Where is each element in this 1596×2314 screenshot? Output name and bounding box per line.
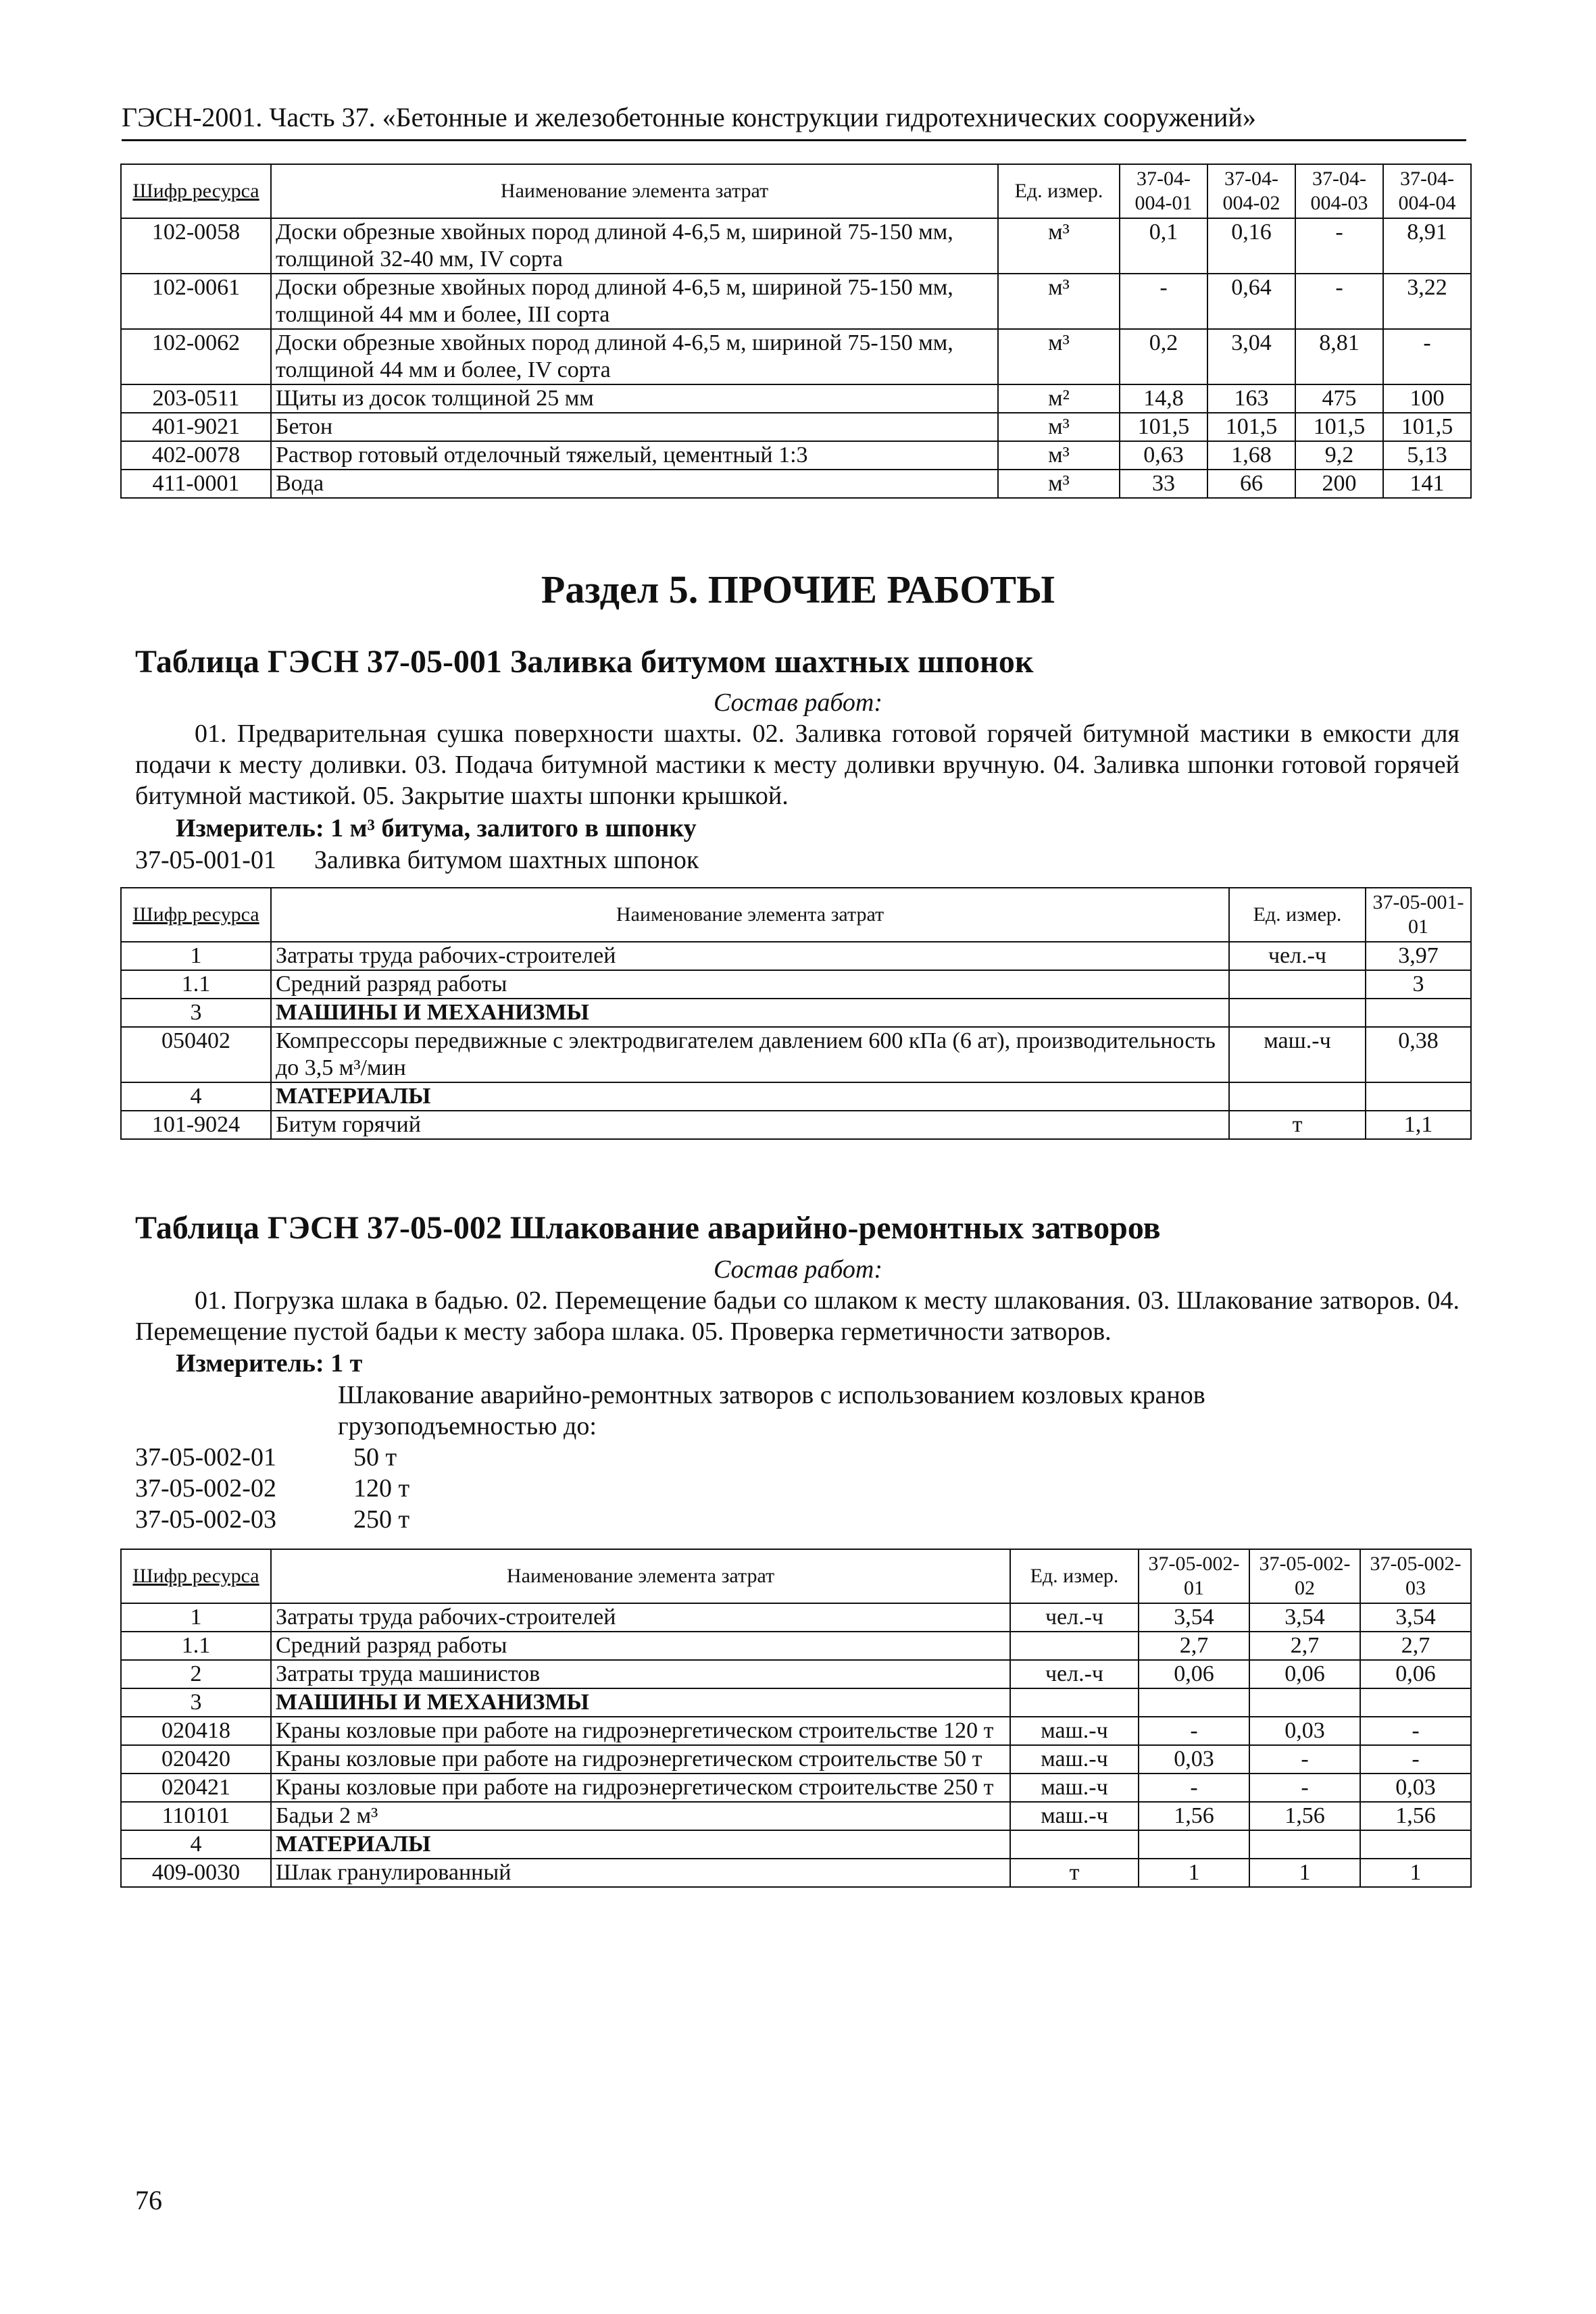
cell-value: - bbox=[1383, 329, 1471, 384]
cell-unit: чел.-ч bbox=[1010, 1603, 1139, 1632]
cell-name: Краны козловые при работе на гидроэнергетическом строительстве 120 т bbox=[271, 1717, 1010, 1745]
header-unit: Ед. измер. bbox=[998, 164, 1120, 218]
cell-name: Затраты труда машинистов bbox=[271, 1660, 1010, 1688]
header-code: Шифр ресурса bbox=[121, 164, 271, 218]
cell-unit: м³ bbox=[998, 218, 1120, 274]
cell-value: 2,7 bbox=[1249, 1632, 1360, 1660]
cell-name: Шлак гранулированный bbox=[271, 1859, 1010, 1887]
cell-code: 3 bbox=[121, 1688, 271, 1717]
table-row bbox=[121, 942, 1471, 970]
cell-value: 0,1 bbox=[1120, 218, 1207, 274]
table2 bbox=[120, 1549, 1472, 1888]
cell-value: - bbox=[1360, 1745, 1471, 1774]
cell-code: 4 bbox=[121, 1082, 271, 1111]
cell-code: 1 bbox=[121, 942, 271, 970]
cell-name: Битум горячий bbox=[271, 1111, 1229, 1139]
table-row bbox=[121, 1830, 1471, 1859]
cell-unit bbox=[1010, 1830, 1139, 1859]
cell-unit: маш.-ч bbox=[1010, 1802, 1139, 1830]
cell-code: 020421 bbox=[121, 1774, 271, 1802]
header-unit: Ед. измер. bbox=[1229, 888, 1366, 942]
cell-unit: м² bbox=[998, 384, 1120, 413]
cell-value: 0,03 bbox=[1249, 1717, 1360, 1745]
cell-value: 1,1 bbox=[1366, 1111, 1471, 1139]
table-row bbox=[121, 413, 1471, 441]
cell-name: Краны козловые при работе на гидроэнергетическом строительстве 50 т bbox=[271, 1745, 1010, 1774]
table-row bbox=[121, 218, 1471, 274]
cell-value: 1,68 bbox=[1207, 441, 1295, 470]
cell-unit: маш.-ч bbox=[1010, 1717, 1139, 1745]
table1-meter: Измеритель: 1 м³ битума, залитого в шпонку bbox=[176, 814, 697, 842]
cell-value: 0,03 bbox=[1360, 1774, 1471, 1802]
table-row bbox=[121, 1688, 1471, 1717]
norm-row: 37-05-002-02 120 т bbox=[135, 1474, 410, 1503]
cell-unit: т bbox=[1010, 1859, 1139, 1887]
cell-value: - bbox=[1139, 1774, 1249, 1802]
cell-value: 3,04 bbox=[1207, 329, 1295, 384]
header-col: 37-05-002-02 bbox=[1249, 1549, 1360, 1603]
table-top-continuation bbox=[120, 164, 1472, 499]
cell-name: Средний разряд работы bbox=[271, 970, 1229, 999]
table2-intro-line2: грузоподъемностью до: bbox=[338, 1412, 597, 1440]
cell-code: 102-0058 bbox=[121, 218, 271, 274]
cell-code: 409-0030 bbox=[121, 1859, 271, 1887]
header-col: 37-05-002-01 bbox=[1139, 1549, 1249, 1603]
header-name: Наименование элемента затрат bbox=[271, 1549, 1010, 1603]
cell-value: 2,7 bbox=[1139, 1632, 1249, 1660]
cell-value: 1,56 bbox=[1139, 1802, 1249, 1830]
table-row bbox=[121, 1603, 1471, 1632]
cell-value: 141 bbox=[1383, 470, 1471, 498]
cell-value: - bbox=[1120, 274, 1207, 329]
cell-name: МАШИНЫ И МЕХАНИЗМЫ bbox=[271, 1688, 1010, 1717]
cell-value: 0,06 bbox=[1360, 1660, 1471, 1688]
cell-value: 9,2 bbox=[1295, 441, 1383, 470]
cell-name: Раствор готовый отделочный тяжелый, цементный 1:3 bbox=[271, 441, 998, 470]
cell-value bbox=[1139, 1688, 1249, 1717]
cell-value: 1,56 bbox=[1249, 1802, 1360, 1830]
cell-value: 3,54 bbox=[1360, 1603, 1471, 1632]
cell-code: 020420 bbox=[121, 1745, 271, 1774]
table-row bbox=[121, 1632, 1471, 1660]
table1-norm-row bbox=[135, 845, 699, 876]
cell-value: 1,56 bbox=[1360, 1802, 1471, 1830]
cell-value: 3,54 bbox=[1139, 1603, 1249, 1632]
cell-code: 020418 bbox=[121, 1717, 271, 1745]
cell-value bbox=[1249, 1688, 1360, 1717]
header-col: 37-05-001-01 bbox=[1366, 888, 1471, 942]
cell-value bbox=[1249, 1830, 1360, 1859]
table1-title: Таблица ГЭСН 37-05-001 Заливка битумом шахтных шпонок bbox=[135, 644, 1034, 680]
cell-value: 0,16 bbox=[1207, 218, 1295, 274]
cell-name: Средний разряд работы bbox=[271, 1632, 1010, 1660]
cell-code: 411-0001 bbox=[121, 470, 271, 498]
cell-name: Щиты из досок толщиной 25 мм bbox=[271, 384, 998, 413]
table-row bbox=[121, 1802, 1471, 1830]
cell-value: - bbox=[1295, 218, 1383, 274]
cell-name: Затраты труда рабочих-строителей bbox=[271, 1603, 1010, 1632]
table-row bbox=[121, 470, 1471, 498]
table-row bbox=[121, 384, 1471, 413]
cell-unit: м³ bbox=[998, 470, 1120, 498]
cell-value bbox=[1139, 1830, 1249, 1859]
cell-name: Компрессоры передвижные с электродвигателем давлением 600 кПа (6 ат), производительность до 3,5 м³/мин bbox=[271, 1027, 1229, 1082]
cell-unit: м³ bbox=[998, 274, 1120, 329]
cell-unit: м³ bbox=[998, 441, 1120, 470]
table-row bbox=[121, 329, 1471, 384]
cell-value: 33 bbox=[1120, 470, 1207, 498]
cell-value bbox=[1366, 1082, 1471, 1111]
norm-row: 37-05-002-03 250 т bbox=[135, 1505, 410, 1534]
table2-intro-line1: Шлакование аварийно-ремонтных затворов с использованием козловых кранов bbox=[338, 1381, 1205, 1409]
cell-code: 102-0062 bbox=[121, 329, 271, 384]
norm-row: 37-05-002-01 50 т bbox=[135, 1443, 397, 1472]
cell-value: 1 bbox=[1139, 1859, 1249, 1887]
header-code: Шифр ресурса bbox=[121, 1549, 271, 1603]
header-unit: Ед. измер. bbox=[1010, 1549, 1139, 1603]
header-col: 37-05-002-03 bbox=[1360, 1549, 1471, 1603]
table-row bbox=[121, 1111, 1471, 1139]
cell-code: 2 bbox=[121, 1660, 271, 1688]
table-row bbox=[121, 1745, 1471, 1774]
cell-code: 102-0061 bbox=[121, 274, 271, 329]
table2-meter: Измеритель: 1 т bbox=[176, 1349, 363, 1378]
cell-code: 203-0511 bbox=[121, 384, 271, 413]
cell-value: 0,63 bbox=[1120, 441, 1207, 470]
cell-value: 101,5 bbox=[1295, 413, 1383, 441]
cell-value: 0,2 bbox=[1120, 329, 1207, 384]
table-row bbox=[121, 1859, 1471, 1887]
cell-code: 4 bbox=[121, 1830, 271, 1859]
cell-value: 0,64 bbox=[1207, 274, 1295, 329]
cell-unit bbox=[1229, 970, 1366, 999]
table-row bbox=[121, 999, 1471, 1027]
header-name: Наименование элемента затрат bbox=[271, 888, 1229, 942]
cell-code: 402-0078 bbox=[121, 441, 271, 470]
cell-code: 3 bbox=[121, 999, 271, 1027]
cell-name: МАШИНЫ И МЕХАНИЗМЫ bbox=[271, 999, 1229, 1027]
table1 bbox=[120, 887, 1472, 1140]
cell-value: 101,5 bbox=[1207, 413, 1295, 441]
cell-value: 100 bbox=[1383, 384, 1471, 413]
cell-unit bbox=[1010, 1688, 1139, 1717]
cell-value: - bbox=[1249, 1774, 1360, 1802]
table1-composition-text: 01. Предварительная сушка поверхности шахты. 02. Заливка готовой горячей битумной мастики в емкости для подачи к месту доливки. 03. Подача битумной мастики к месту доливки вручную. 04. Заливка шпонки готовой горячей битумной мастикой. 05. Закрытие шахты шпонки крышкой. bbox=[135, 720, 1460, 810]
cell-code: 1.1 bbox=[121, 1632, 271, 1660]
cell-code: 1 bbox=[121, 1603, 271, 1632]
cell-value: 3 bbox=[1366, 970, 1471, 999]
cell-value: 14,8 bbox=[1120, 384, 1207, 413]
norm-name: Заливка битумом шахтных шпонок bbox=[314, 846, 699, 874]
cell-value: 0,06 bbox=[1249, 1660, 1360, 1688]
cell-value: 1 bbox=[1360, 1859, 1471, 1887]
cell-value: 3,54 bbox=[1249, 1603, 1360, 1632]
cell-unit bbox=[1010, 1632, 1139, 1660]
cell-value: 101,5 bbox=[1383, 413, 1471, 441]
cell-value: 8,91 bbox=[1383, 218, 1471, 274]
cell-unit: м³ bbox=[998, 413, 1120, 441]
running-header: ГЭСН-2001. Часть 37. «Бетонные и железобетонные конструкции гидротехнических сооружений» bbox=[122, 102, 1256, 132]
cell-unit: чел.-ч bbox=[1010, 1660, 1139, 1688]
cell-unit: чел.-ч bbox=[1229, 942, 1366, 970]
cell-value: 200 bbox=[1295, 470, 1383, 498]
cell-name: Вода bbox=[271, 470, 998, 498]
table2-title: Таблица ГЭСН 37-05-002 Шлакование аварийно-ремонтных затворов bbox=[135, 1210, 1161, 1246]
cell-value: - bbox=[1249, 1745, 1360, 1774]
cell-name: Затраты труда рабочих-строителей bbox=[271, 942, 1229, 970]
cell-unit: маш.-ч bbox=[1010, 1745, 1139, 1774]
cell-value: 163 bbox=[1207, 384, 1295, 413]
cell-name: Доски обрезные хвойных пород длиной 4-6,5 м, шириной 75-150 мм, толщиной 32-40 мм, IV сорта bbox=[271, 218, 998, 274]
cell-value: 0,38 bbox=[1366, 1027, 1471, 1082]
section-title: Раздел 5. ПРОЧИЕ РАБОТЫ bbox=[541, 568, 1055, 611]
cell-unit bbox=[1229, 999, 1366, 1027]
cell-value: 8,81 bbox=[1295, 329, 1383, 384]
table-row bbox=[121, 1082, 1471, 1111]
table2-composition-label: Состав работ: bbox=[713, 1255, 883, 1284]
cell-value: - bbox=[1295, 274, 1383, 329]
table-row bbox=[121, 441, 1471, 470]
cell-code: 1.1 bbox=[121, 970, 271, 999]
cell-value: 1 bbox=[1249, 1859, 1360, 1887]
table-row bbox=[121, 274, 1471, 329]
cell-value: 3,97 bbox=[1366, 942, 1471, 970]
header-code: Шифр ресурса bbox=[121, 888, 271, 942]
table-row bbox=[121, 1027, 1471, 1082]
cell-value: 66 bbox=[1207, 470, 1295, 498]
page-number: 76 bbox=[135, 2185, 162, 2215]
cell-value: 101,5 bbox=[1120, 413, 1207, 441]
cell-code: 101-9024 bbox=[121, 1111, 271, 1139]
cell-value: 0,06 bbox=[1139, 1660, 1249, 1688]
cell-name: Краны козловые при работе на гидроэнергетическом строительстве 250 т bbox=[271, 1774, 1010, 1802]
cell-value bbox=[1366, 999, 1471, 1027]
cell-name: Бетон bbox=[271, 413, 998, 441]
cell-unit: маш.-ч bbox=[1010, 1774, 1139, 1802]
cell-value bbox=[1360, 1830, 1471, 1859]
table-row bbox=[121, 1660, 1471, 1688]
cell-name: МАТЕРИАЛЫ bbox=[271, 1830, 1010, 1859]
cell-unit: м³ bbox=[998, 329, 1120, 384]
cell-unit: т bbox=[1229, 1111, 1366, 1139]
cell-value: - bbox=[1139, 1717, 1249, 1745]
table-row bbox=[121, 970, 1471, 999]
norm-code: 37-05-001-01 bbox=[135, 846, 276, 874]
cell-name: Бадьи 2 м³ bbox=[271, 1802, 1010, 1830]
cell-code: 050402 bbox=[121, 1027, 271, 1082]
cell-name: Доски обрезные хвойных пород длиной 4-6,5 м, шириной 75-150 мм, толщиной 44 мм и более, III сорта bbox=[271, 274, 998, 329]
table-row bbox=[121, 1774, 1471, 1802]
cell-name: Доски обрезные хвойных пород длиной 4-6,5 м, шириной 75-150 мм, толщиной 44 мм и более, IV сорта bbox=[271, 329, 998, 384]
cell-value: 475 bbox=[1295, 384, 1383, 413]
cell-unit bbox=[1229, 1082, 1366, 1111]
cell-value bbox=[1360, 1688, 1471, 1717]
cell-name: МАТЕРИАЛЫ bbox=[271, 1082, 1229, 1111]
cell-unit: маш.-ч bbox=[1229, 1027, 1366, 1082]
table2-composition-text: 01. Погрузка шлака в бадью. 02. Перемещение бадьи со шлаком к месту шлакования. 03. Шлакование затворов. 04. Перемещение пустой бадьи к месту забора шлака. 05. Проверка герметичности затворов. bbox=[135, 1286, 1460, 1346]
cell-value: 3,22 bbox=[1383, 274, 1471, 329]
header-rule bbox=[122, 139, 1466, 141]
header-col: 37-04-004-04 bbox=[1383, 164, 1471, 218]
cell-code: 401-9021 bbox=[121, 413, 271, 441]
header-col: 37-04-004-03 bbox=[1295, 164, 1383, 218]
cell-code: 110101 bbox=[121, 1802, 271, 1830]
header-name: Наименование элемента затрат bbox=[271, 164, 998, 218]
cell-value: 5,13 bbox=[1383, 441, 1471, 470]
cell-value: - bbox=[1360, 1717, 1471, 1745]
header-col: 37-04-004-01 bbox=[1120, 164, 1207, 218]
table-row bbox=[121, 1717, 1471, 1745]
cell-value: 2,7 bbox=[1360, 1632, 1471, 1660]
cell-value: 0,03 bbox=[1139, 1745, 1249, 1774]
header-col: 37-04-004-02 bbox=[1207, 164, 1295, 218]
table1-composition-label: Состав работ: bbox=[713, 688, 883, 717]
